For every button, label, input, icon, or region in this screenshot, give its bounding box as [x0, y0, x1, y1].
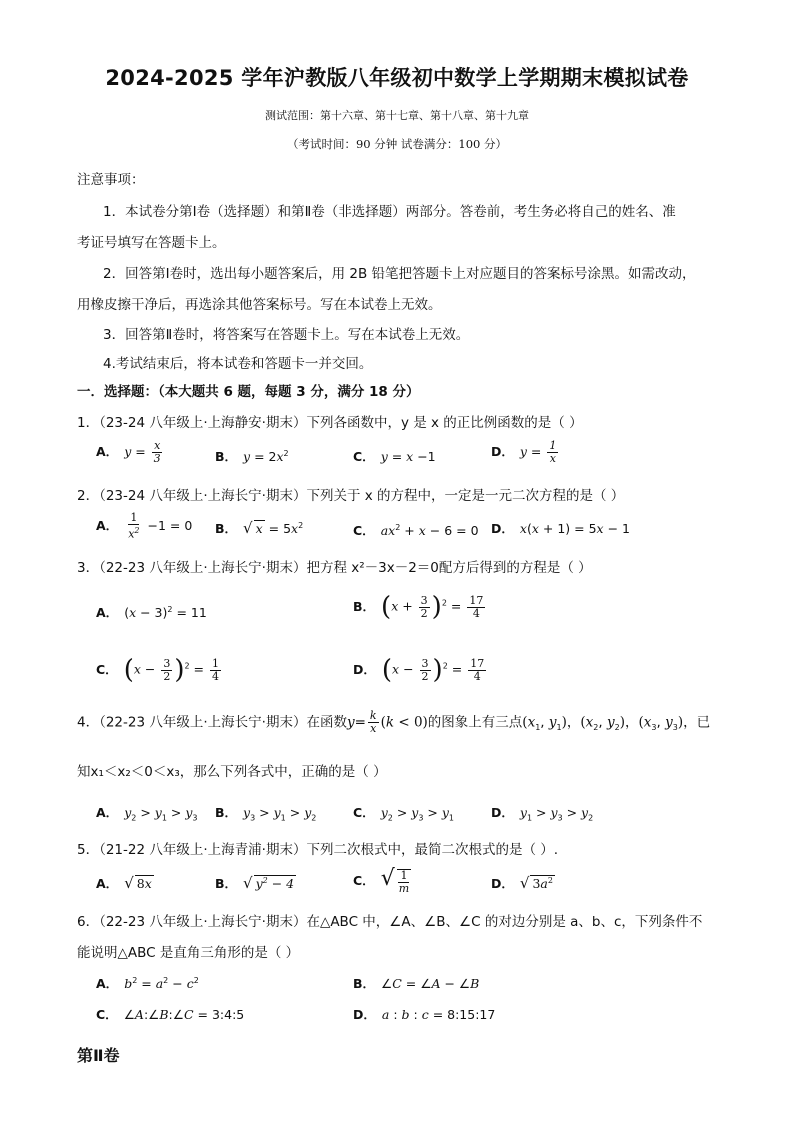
page-title: 2024-2025 学年沪教版八年级初中数学上学期期末模拟试卷: [105, 66, 689, 90]
q4-option-c: C． $y_2 > y_3 > y_1$: [353, 805, 454, 823]
part-2-heading: 第Ⅱ卷: [77, 1046, 120, 1065]
q5-option-d: D． √ $3a^2$: [491, 874, 553, 892]
question-5: 5．（21-22 八年级上·上海青浦·期末）下列二次根式中，最简二次根式的是（ ）.: [77, 842, 559, 858]
q2-option-c: C． $ax^2 + x - 6 = 0$: [353, 522, 479, 538]
question-2: 2．（23-24 八年级上·上海长宁·期末）下列关于 x 的方程中，一定是一元二次方程的是（ ）: [77, 488, 625, 504]
q2-option-d: D． x(x + 1) = 5x − 1: [491, 521, 630, 536]
note-4: 4.考试结束后，将本试卷和答题卡一并交回。: [103, 356, 373, 372]
note-1b: 考证号填写在答题卡上。: [77, 235, 226, 251]
q6-option-d: D． a : b : c = 8:15:17: [353, 1007, 496, 1022]
q3-option-b: B． (x + $\frac{3}{2}$ )$^2$ = $\frac{17}{4}$: [353, 592, 484, 622]
note-2a: 2．回答第Ⅰ卷时，选出每小题答案后，用 2B 铅笔把答题卡上对应题目的答案标号涂黑。如需改动，: [103, 266, 696, 282]
note-1a: 1．本试卷分第Ⅰ卷（选择题）和第Ⅱ卷（非选择题）两部分。答卷前，考生务必将自己的姓名、准: [103, 204, 676, 220]
q4-option-b: B． $y_3 > y_1 > y_2$: [215, 805, 317, 823]
note-3: 3．回答第Ⅱ卷时，将答案写在答题卡上。写在本试卷上无效。: [103, 327, 470, 343]
q2-option-a: A． $\frac{1}{x^2}$ −1 = 0: [96, 511, 193, 541]
test-time: （考试时间：90 分钟 试卷满分：100 分）: [286, 137, 508, 151]
question-1: 1．（23-24 八年级上·上海静安·期末）下列各函数中，y 是 x 的正比例函数的是（ ）: [77, 415, 583, 431]
question-6-line2: 能说明△ABC 是直角三角形的是（ ）: [77, 945, 300, 961]
section-heading: 一．选择题：（本大题共 6 题，每题 3 分，满分 18 分）: [77, 384, 420, 400]
q1-option-a: A． y = $\frac{x}{3}$: [96, 439, 161, 465]
q4-option-a: A． $y_2 > y_1 > y_3$: [96, 805, 198, 823]
q1-option-c: C． y = x −1: [353, 449, 436, 464]
q5-option-c: C． √ $\frac{1}{m}$: [353, 866, 410, 895]
q1-option-d: D． y = $\frac{1}{x}$: [491, 439, 557, 465]
q6-option-c: C． ∠A:∠B:∠C = 3:4:5: [96, 1007, 245, 1022]
q3-option-a: A． $(x - 3)^2 = 11$: [96, 604, 207, 620]
q1-option-b: B． $y = 2x^2$: [215, 448, 289, 464]
question-4: 4．（22-23 八年级上·上海长宁·期末）在函数y= $\frac{k}{x}$ (k < 0)的图象上有三点($x_1$, $y_1$)，($x_2$, $y_2$)，($x_3$, $y_3$)，已: [77, 709, 711, 735]
q2-option-b: B． √ $x = 5x^2$: [215, 519, 304, 537]
question-4-line2: 知x₁＜x₂＜0＜x₃，那么下列各式中，正确的是（ ）: [77, 764, 387, 780]
notes-title: 注意事项：: [77, 172, 145, 188]
question-6: 6．（22-23 八年级上·上海长宁·期末）在△ABC 中，∠A、∠B、∠C 的对边分别是 a、b、c，下列条件不: [77, 914, 703, 930]
note-2b: 用橡皮擦干净后，再选涂其他答案标号。写在本试卷上无效。: [77, 297, 442, 313]
q6-option-a: A． $b^2 = a^2 - c^2$: [96, 975, 199, 991]
q5-option-b: B． √ $y^2 - 4$: [215, 874, 295, 892]
q4-option-d: D． $y_1 > y_3 > y_2$: [491, 805, 594, 823]
question-3: 3．（22-23 八年级上·上海长宁·期末）把方程 x²－3x－2＝0配方后得到的方程是（ ）: [77, 560, 592, 576]
q3-option-d: D． (x − $\frac{3}{2}$ )$^2$ = $\frac{17}{4}$: [353, 655, 485, 685]
q3-option-c: C． (x − $\frac{3}{2}$ )$^2$ = $\frac{1}{4}$: [96, 655, 219, 685]
q6-option-b: B． ∠C = ∠A − ∠B: [353, 976, 480, 991]
q5-option-a: A． √ 8x: [96, 874, 152, 892]
test-scope: 测试范围：第十六章、第十七章、第十八章、第十九章: [265, 109, 529, 122]
